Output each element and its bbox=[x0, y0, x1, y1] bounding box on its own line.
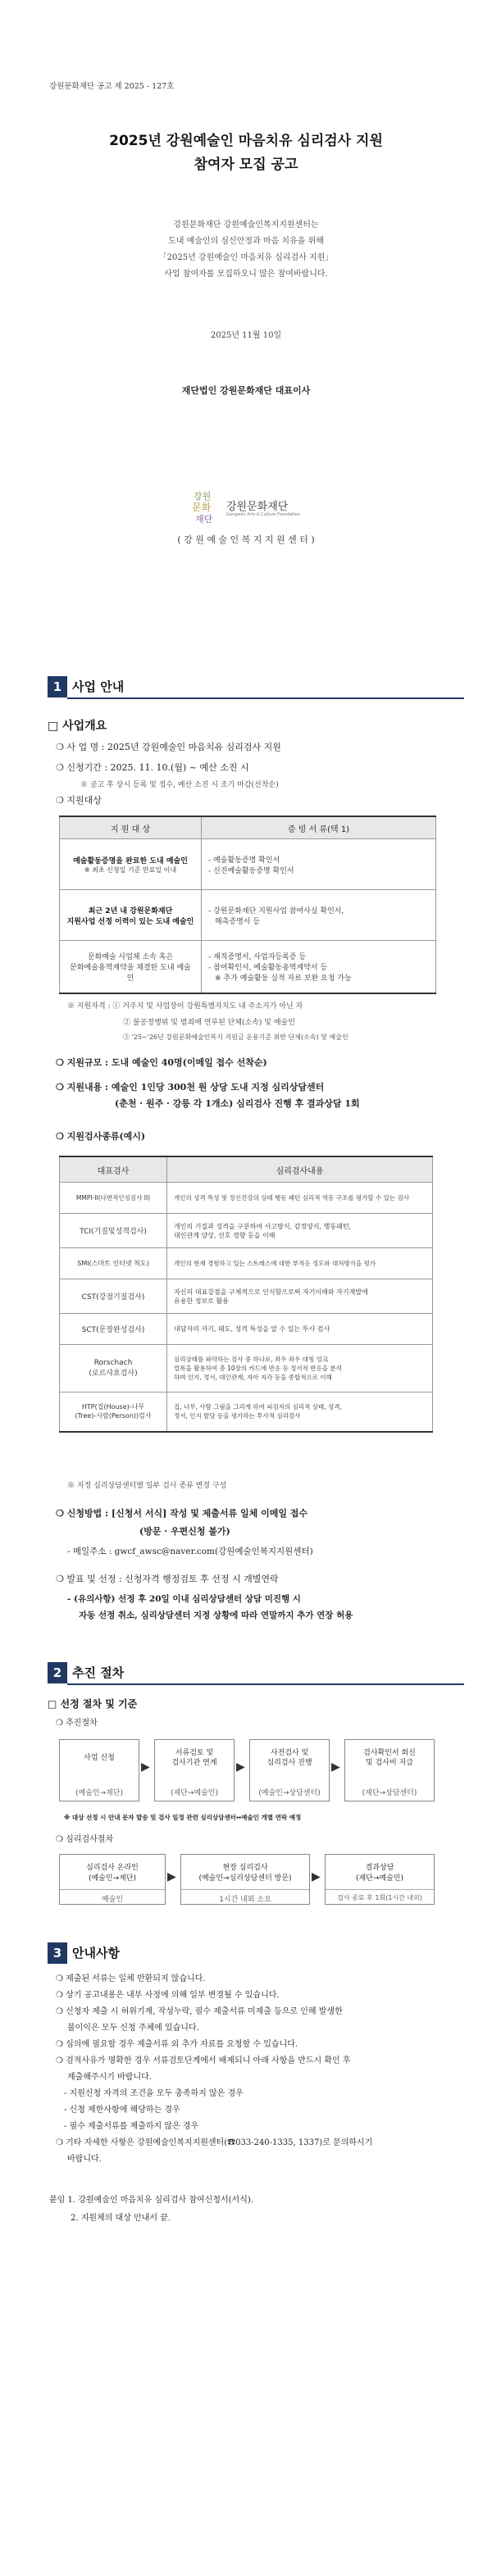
intro-line2: 도내 예술인의 심신안정과 마음 치유을 위해 bbox=[168, 237, 324, 246]
flow-step bbox=[59, 1854, 166, 1905]
test-desc-cell: 유용한 정보로 활용 bbox=[174, 1297, 229, 1305]
test-desc-cell: 개인의 기질과 성격을 구분하여 사고방식, 감정양식, 행동패턴, bbox=[174, 1222, 352, 1230]
table-row bbox=[60, 941, 436, 993]
intro-line3: 「2025년 강원예술인 마음치유 심리검사 지원」 bbox=[158, 253, 334, 262]
test-desc-cell: 심리상태를 파악하는 검사 중 하나로, 좌우 좌우 대칭 잉크 bbox=[174, 1356, 329, 1363]
announce-date: 2025년 11월 10일 bbox=[210, 331, 282, 340]
notice-number: 강원문화재단 공고 제 2025 - 127호 bbox=[49, 82, 175, 91]
attachment-1: 붙임 1. 강원예술인 마음치유 심리검사 참여신청서(서식). bbox=[49, 2196, 253, 2205]
doc-cell: - 신진예술활동증명 확인서 bbox=[208, 866, 294, 875]
flow-step-title: 사업 신청 bbox=[84, 1754, 115, 1762]
notice-item: 불이익은 모두 신청 주체에 있습니다. bbox=[67, 2024, 199, 2033]
eligibility-note-2: ② 불공정행위 및 범죄에 연루된 단체(소속) 및 예술인 bbox=[123, 1019, 295, 1027]
svg-text:재단: 재단 bbox=[195, 514, 213, 525]
section-1-number: 1 bbox=[48, 676, 67, 697]
page-title-line1: 2025년 강원예술인 마음치유 심리검사 지원 bbox=[109, 133, 383, 149]
test-name-cell: (Tree)-사람(Person))검사 bbox=[75, 1412, 152, 1420]
flow-step bbox=[180, 1854, 310, 1905]
section-1-header bbox=[48, 676, 464, 699]
table-row bbox=[60, 1214, 433, 1248]
test-name-cell: TCI(기질및성격검사) bbox=[60, 1214, 167, 1248]
arrow-right-icon: ▶ bbox=[167, 1870, 176, 1883]
notice-subitem: - 필수 제출서류를 제출하지 않은 경우 bbox=[64, 2122, 199, 2131]
table-row bbox=[60, 1345, 433, 1392]
target-col-header: 지 원 대 상 bbox=[60, 816, 202, 839]
flow-step-actor: (재단→예술인) bbox=[355, 1874, 404, 1883]
center-name: ( 강 원 예 술 인 복 지 지 원 센 터 ) bbox=[177, 534, 315, 545]
flow-step bbox=[249, 1739, 330, 1801]
flow-step-title: 서류검토 및 검사기관 연계 bbox=[171, 1749, 217, 1767]
selection-process-heading: □ 선정 절차 및 기준 bbox=[48, 1698, 138, 1710]
flow-step-title: 결과상담 bbox=[365, 1864, 394, 1872]
flow-step-title: 심리검사 온라인 bbox=[86, 1864, 139, 1872]
svg-text:문화: 문화 bbox=[192, 502, 212, 513]
notice-item: ❍ 검적사유가 명확한 경우 서류검토단계에서 배제되니 아래 사항을 반드시 확인 후 bbox=[56, 2056, 351, 2065]
notice-item: 제출해주시기 바랍니다. bbox=[67, 2073, 152, 2082]
intro-line4: 사업 참여자를 모집하오니 많은 참여바랍니다. bbox=[164, 270, 328, 279]
apply-email: - 메일주소 : gwcf_awsc@naver.com(강원예술인복지지원센터) bbox=[67, 1547, 313, 1556]
target-cell: 최근 2년 내 강원문화재단 bbox=[88, 906, 173, 915]
section-3-title: 안내사항 bbox=[72, 1946, 120, 1960]
docs-col-header: 증 빙 서 류(택 1) bbox=[202, 816, 436, 839]
page-title-line2: 참여자 모집 공고 bbox=[194, 157, 298, 173]
test-name-cell: Rorschach bbox=[93, 1359, 133, 1367]
attachment-2: 2. 지원체의 대상 안내서 끝. bbox=[71, 2214, 171, 2223]
notice-item: ❍ 제출된 서류는 일체 반환되지 않습니다. bbox=[56, 1974, 206, 1983]
test-desc-cell: 개인의 성격 특성 및 정신건강의 상태 행동 패턴 심리적 역동 구조를 평가할 수 있는 검사 bbox=[167, 1183, 433, 1214]
target-label: ❍ 지원대상 bbox=[56, 795, 102, 806]
eligibility-note-3: ③ '25~'26년 강원문화예술인복지 지원금 운용기준 위반 단체(소속) 및 예술인 bbox=[123, 1034, 348, 1041]
overview-heading: □ 사업개요 bbox=[48, 720, 107, 733]
doc-cell: - 재직증명서, 사업자등록증 등 bbox=[208, 952, 307, 961]
doc-cell: ※ 추가 예술활동 실적 자료 보완 요청 가능 bbox=[215, 974, 352, 983]
test-desc-cell: 하며 인지, 정서, 대인관계, 자아 지각 등을 종합적으로 이해 bbox=[174, 1374, 332, 1381]
flow-step-detail: 1시간 내외 소요 bbox=[181, 1889, 309, 1904]
test-name-cell: SCT(문장완성검사) bbox=[60, 1314, 167, 1345]
flow-step-actor: (예술인→재단) bbox=[88, 1874, 137, 1883]
logo-mark-icon bbox=[190, 488, 225, 525]
test-desc-header: 심리검사내용 bbox=[167, 1156, 433, 1183]
test-types-label: ❍ 지원검사종류(예시) bbox=[56, 1131, 146, 1142]
target-cell: 지원사업 선정 이력이 있는 도내 예술인 bbox=[66, 917, 194, 926]
test-desc-cell: 정서, 인지 발달 등을 평가하는 투사적 심리검사 bbox=[174, 1412, 301, 1420]
notice-item: 바랍니다. bbox=[67, 2155, 102, 2164]
target-cell: 문화예술 사업체 소속 혹은 bbox=[87, 952, 174, 961]
flow-step-actor: (예술인→상담센터) bbox=[258, 1789, 321, 1797]
section-2-header bbox=[48, 1662, 464, 1685]
logo-name: 강원문화재단 bbox=[226, 501, 289, 513]
test-name-cell: HTP(집(House)-나무 bbox=[81, 1403, 145, 1411]
test-process-label: ❍ 심리검사절차 bbox=[56, 1835, 114, 1844]
organization-name: 재단법인 강원문화재단 대표이사 bbox=[181, 385, 311, 396]
svg-text:강원: 강원 bbox=[194, 491, 212, 502]
apply-method-line2: (방문 · 우편신청 불가) bbox=[139, 1526, 230, 1537]
intro-line1: 강원문화재단 강원예술인복지지원센터는 bbox=[173, 220, 319, 229]
test-name-cell: SMI(스마트 인터넷 척도) bbox=[60, 1248, 167, 1279]
notice-item: ❍ 심의에 필요할 경우 제출서류 외 추가 자료를 요청할 수 있습니다. bbox=[56, 2040, 298, 2049]
arrow-right-icon: ▶ bbox=[236, 1760, 245, 1774]
flow-step-actor: (예술인→재단) bbox=[75, 1789, 124, 1797]
test-name-header: 대표검사 bbox=[60, 1156, 167, 1183]
doc-cell: - 예술활동증명 확인서 bbox=[208, 856, 280, 865]
apply-period-note: ※ 공고 후 상시 등록 및 접수, 예산 소진 시 조기 마감(선착순) bbox=[80, 781, 279, 789]
section-2-title: 추진 절차 bbox=[72, 1665, 125, 1680]
process-note: ※ 대상 선정 시 안내 문자 발송 및 검사 일정 관련 심리상담센터↔예술인 개별 연락 예정 bbox=[64, 1814, 302, 1821]
process-label: ❍ 추진절차 bbox=[56, 1719, 98, 1728]
eligibility-note-1: ※ 지원자격 : ① 거주지 및 사업장이 강원특별자치도 내 주소지가 아닌 자 bbox=[67, 1002, 303, 1011]
section-divider bbox=[67, 697, 464, 699]
arrow-right-icon: ▶ bbox=[141, 1760, 150, 1774]
section-2-number: 2 bbox=[48, 1662, 67, 1683]
selection-caution: - (유의사항) 선정 후 20일 이내 심리상담센터 상담 미진행 시 bbox=[67, 1594, 301, 1604]
doc-cell: - 참여확인서, 예술활동용역계약서 등 bbox=[208, 963, 328, 972]
section-3-header bbox=[48, 1942, 464, 1965]
notice-item: ❍ 신청자 제출 시 허위기재, 작성누락, 필수 제출서류 미제출 등으로 인해 발생한 bbox=[56, 2007, 343, 2016]
test-name-cell: CST(강점기질검사) bbox=[60, 1279, 167, 1314]
table-row bbox=[60, 839, 436, 890]
target-table bbox=[59, 816, 436, 994]
test-name-cell: MMPI-II(다면적인성검사 II) bbox=[60, 1183, 167, 1214]
arrow-right-icon: ▶ bbox=[312, 1870, 321, 1883]
support-content: ❍ 지원내용 : 예술인 1인당 300천 원 상당 도내 지정 심리상담센터 bbox=[56, 1082, 325, 1093]
doc-cell: 해촉증명서 등 bbox=[215, 917, 261, 926]
test-types-table bbox=[59, 1156, 433, 1433]
flow-step-title: 사전검사 및 심리검사 진행 bbox=[266, 1749, 312, 1767]
test-desc-cell: 내담자의 자기, 태도, 성격 특성을 알 수 있는 투사 검사 bbox=[167, 1314, 433, 1345]
section-1-title: 사업 안내 bbox=[72, 679, 125, 694]
flow-step-title: 검사확인서 회신 및 검사비 지급 bbox=[363, 1749, 416, 1767]
flow-step-actor: (재단→예술인) bbox=[170, 1789, 219, 1797]
arrow-right-icon: ▶ bbox=[331, 1760, 340, 1774]
table-row bbox=[60, 1314, 433, 1345]
support-scale: ❍ 지원규모 : 도내 예술인 40명(이메일 접수 선착순) bbox=[56, 1057, 267, 1068]
table-row bbox=[60, 890, 436, 941]
test-desc-cell: 대인관계 양상, 선호 경향 등을 이해 bbox=[174, 1231, 276, 1239]
apply-period: ❍ 신청기간 : 2025. 11. 10.(월) ~ 예산 소진 시 bbox=[56, 762, 249, 773]
flow-step bbox=[59, 1739, 139, 1801]
flow-step-actor: (예술인→심리상담센터 방문) bbox=[198, 1874, 292, 1883]
table-row bbox=[60, 1392, 433, 1432]
selection-caution-line2: 자동 선정 취소, 심리상담센터 지정 상황에 따라 연말까지 추가 연장 허용 bbox=[79, 1611, 353, 1620]
logo-subname: Gangwon Arts & Culture Foundation bbox=[226, 512, 301, 517]
foundation-logo bbox=[190, 488, 305, 525]
selection-result: ❍ 발표 및 선정 : 신청자격 행정검토 후 선정 시 개별연락 bbox=[56, 1574, 279, 1584]
target-cell: 문화예술용역계약을 체결한 도내 예술인 bbox=[70, 963, 191, 983]
test-desc-cell: 얼룩을 활용하여 총 10장의 카드에 반응 등 정서적 반응을 분석 bbox=[174, 1365, 342, 1372]
section-3-number: 3 bbox=[48, 1942, 67, 1964]
notice-item: ❍ 기타 자세한 사항은 강원예술인복지지원센터(☎033-240-1335, 1337)로 문의하시기 bbox=[56, 2138, 373, 2147]
flow-step bbox=[154, 1739, 235, 1801]
target-cell-note: ※ 최초 신청일 기준 만료일 이내 bbox=[84, 865, 177, 874]
section-divider bbox=[67, 1683, 464, 1685]
flow-step bbox=[344, 1739, 435, 1801]
support-content-line2: (춘천 · 원주 · 강릉 각 1개소) 심리검사 진행 후 결과상담 1회 bbox=[115, 1098, 360, 1109]
doc-cell: - 강원문화재단 지원사업 참여사실 확인서, bbox=[208, 906, 344, 915]
notice-subitem: - 지원신청 자격의 조건을 모두 충족하지 않은 경우 bbox=[64, 2089, 244, 2098]
table-row bbox=[60, 1248, 433, 1279]
notice-item: ❍ 상기 공고내용은 내부 사정에 의해 일부 변경될 수 있습니다. bbox=[56, 1991, 280, 2000]
test-name-cell: (로르샤흐검사) bbox=[89, 1370, 138, 1378]
flow-step-actor: (재단→상담센터) bbox=[362, 1789, 417, 1797]
flow-step-title: 현장 심리검사 bbox=[222, 1864, 268, 1872]
test-desc-cell: 개인의 현재 경험하고 있는 스트레스에 대한 부적응 정도와 대처방식을 평가 bbox=[167, 1248, 433, 1279]
test-desc-cell: 집, 나무, 사람 그림을 그리게 하여 피검자의 심리적 상태, 성격, bbox=[174, 1403, 342, 1411]
flow-step bbox=[325, 1854, 435, 1905]
flow-step-detail: 검사 종료 후 1회(1시간 내외) bbox=[326, 1889, 434, 1902]
apply-method: ❍ 신청방법 : [신청서 서식] 작성 및 제출서류 일체 이메일 접수 bbox=[56, 1508, 308, 1519]
project-name: ❍ 사 업 명 : 2025년 강원예술인 마음치유 심리검사 지원 bbox=[56, 742, 281, 752]
table-row bbox=[60, 1183, 433, 1214]
flow-step-detail: 예술인 bbox=[60, 1889, 165, 1904]
test-types-note: ※ 지정 심리상담센터별 일부 검사 종류 변경 구성 bbox=[67, 1482, 227, 1490]
test-desc-cell: 자신의 대표강점을 구체적으로 인식함으로써 자기이해와 자기계발에 bbox=[174, 1288, 368, 1296]
notice-subitem: - 신청 제한사항에 해당하는 경우 bbox=[64, 2106, 180, 2115]
target-cell: 예술활동증명을 완료한 도내 예술인 bbox=[73, 856, 188, 865]
table-row bbox=[60, 1279, 433, 1314]
